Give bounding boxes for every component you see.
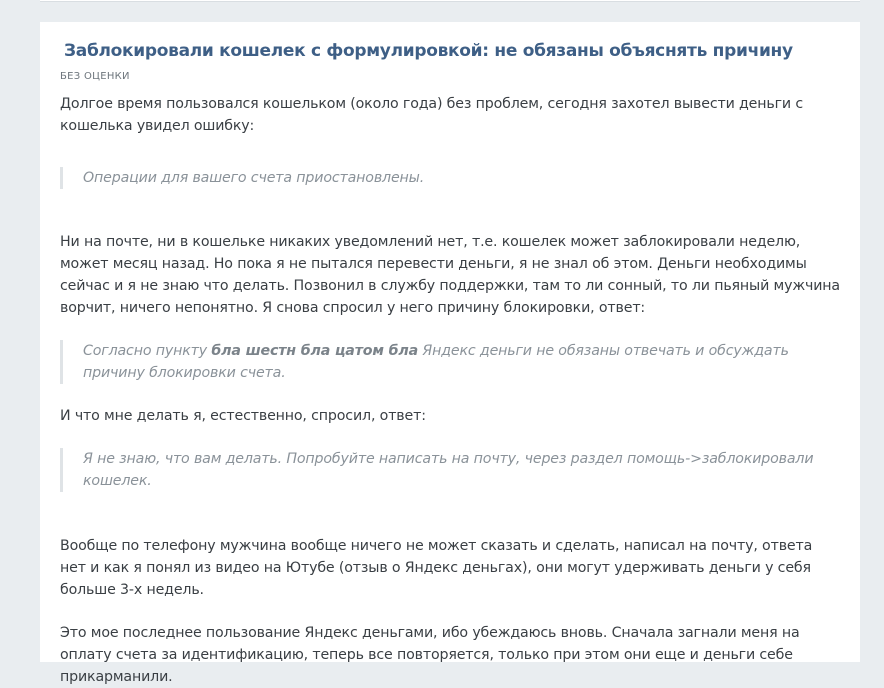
post-card <box>40 22 860 685</box>
post-title[interactable]: Заблокировали кошелек с формулировкой: не обязаны объяснять причину <box>64 41 793 61</box>
rating-label: БЕЗ ОЦЕНКИ <box>60 71 130 82</box>
quote-support-answer <box>60 448 840 492</box>
post-paragraph-4: Вообще по телефону мужчина вообще ничего не может сказать и сделать, написал на почту, ответа нет и как я понял из видео на Ютубе (отзыв о Яндекс деньгах), они могут удерживать деньги у себя больше 3-х недель. <box>60 538 813 598</box>
quote-text-before: Согласно пункту <box>83 343 212 359</box>
post-paragraph-1: Долгое время пользовался кошельком (около года) без проблем, сегодня захотел вывести деньги с кошелька увидел ошибку: <box>60 96 803 134</box>
quote-support-reply <box>60 340 840 384</box>
previous-post-card <box>40 0 860 2</box>
post-paragraph-5: Это мое последнее пользование Яндекс деньгами, ибо убеждаюсь вновь. Сначала загнали меня на оплату счета за идентификацию, теперь все повторяется, только при этом они еще и деньги себе прикарманили. <box>60 625 800 685</box>
quote-text: Операции для вашего счета приостановлены. <box>83 170 425 186</box>
quote-bold-text: бла шестн бла цатом бла <box>211 343 419 359</box>
quote-text: Я не знаю, что вам делать. Попробуйте написать на почту, через раздел помощь->заблокировали кошелек. <box>83 451 814 489</box>
quote-text-after: Яндекс деньги не обязаны отвечать и обсуждать причину блокировки счета. <box>83 343 789 381</box>
post-paragraph-3: И что мне делать я, естественно, спросил, ответ: <box>60 408 426 424</box>
quote-error-message <box>60 167 840 189</box>
post-paragraph-2: Ни на почте, ни в кошельке никаких уведомлений нет, т.е. кошелек может заблокировали неделю, может месяц назад. Но пока я не пытался перевести деньги, я не знал об этом. Деньги необходимы сейчас и я не знаю что делать. Позвонил в службу поддержки, там то ли сонный, то ли пьяный мужчина ворчит, ничего непонятно. Я снова спросил у него причину блокировки, ответ: <box>60 234 840 316</box>
